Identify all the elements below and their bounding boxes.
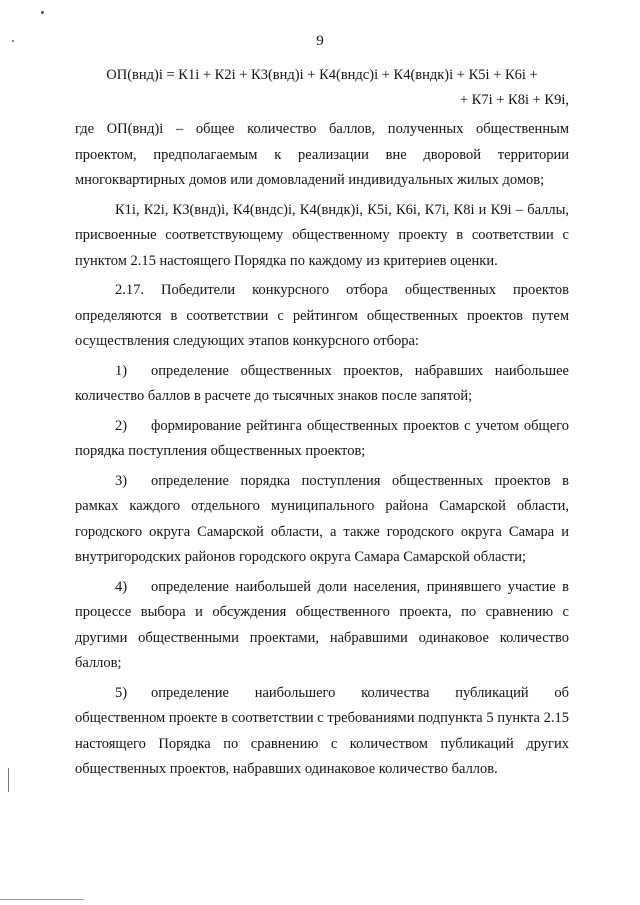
paragraph-where: где ОП(внд)i – общее количество баллов, полученных общественным проектом, предполагаемым к реализации вне дворовой территории многоквартирных домов или домовладений индивидуальных жилых домов; <box>75 121 569 188</box>
document-body <box>75 117 569 783</box>
list-item-text: определение общественных проектов, набравших наибольшее количество баллов в расчете до тысячных знаков после запятой; <box>75 362 569 404</box>
list-item-text: определение наибольшей доли населения, принявшего участие в процессе выбора и обсуждения общественного проекта, по сравнению с другими общественными проектами, набравшими одинаковое количество баллов; <box>75 578 569 671</box>
list-item-text: определение наибольшего количества публикаций об общественном проекте в соответствии с требованиями подпункта 5 пункта 2.15 настоящего Порядка по сравнению с количеством публикаций других общественных проектов, набравших одинаковое количество баллов. <box>75 684 569 777</box>
list-item <box>75 359 569 410</box>
list-item <box>75 469 569 571</box>
list-item-number: 2) <box>115 417 128 434</box>
list-item <box>75 681 569 783</box>
list-item-text: определение порядка поступления общественных проектов в рамках каждого отдельного муниципального района Самарской области, городского округа Самарской области, а также городского округа Самара и внутригородских районов городского округа Самара Самарской области; <box>75 472 569 565</box>
formula-line-1: ОП(внд)i = К1i + К2i + К3(внд)i + К4(вндс)i + К4(вндк)i + К5i + К6i + <box>106 67 538 83</box>
list-item-number: 3) <box>115 472 128 489</box>
list-item <box>75 414 569 465</box>
list-item-text: формирование рейтинга общественных проектов с учетом общего порядка поступления общественных проектов; <box>75 417 569 459</box>
list-item-number: 5) <box>115 684 128 701</box>
list-item <box>75 575 569 677</box>
list-item-number: 4) <box>115 578 128 595</box>
list-item-number: 1) <box>115 362 128 379</box>
scan-edge-line <box>8 768 9 792</box>
scan-speck <box>41 11 44 14</box>
page-number: 9 <box>316 33 324 49</box>
paragraph-scores: К1i, К2i, К3(внд)i, К4(вндс)i, К4(вндк)i, К5i, К6i, К7i, К8i и К9i – баллы, присвоенные соответствующему общественному проекту в соответствии с пунктом 2.15 настоящего Порядка по каждому из критериев оценки. <box>75 201 569 269</box>
paragraph-section-2-17: 2.17. Победители конкурсного отбора общественных проектов определяются в соответствии с рейтингом общественных проектов путем осуществления следующих этапов конкурсного отбора: <box>75 282 569 349</box>
formula-line-2: + К7i + К8i + К9i, <box>459 92 569 108</box>
scan-edge-line <box>0 899 84 900</box>
